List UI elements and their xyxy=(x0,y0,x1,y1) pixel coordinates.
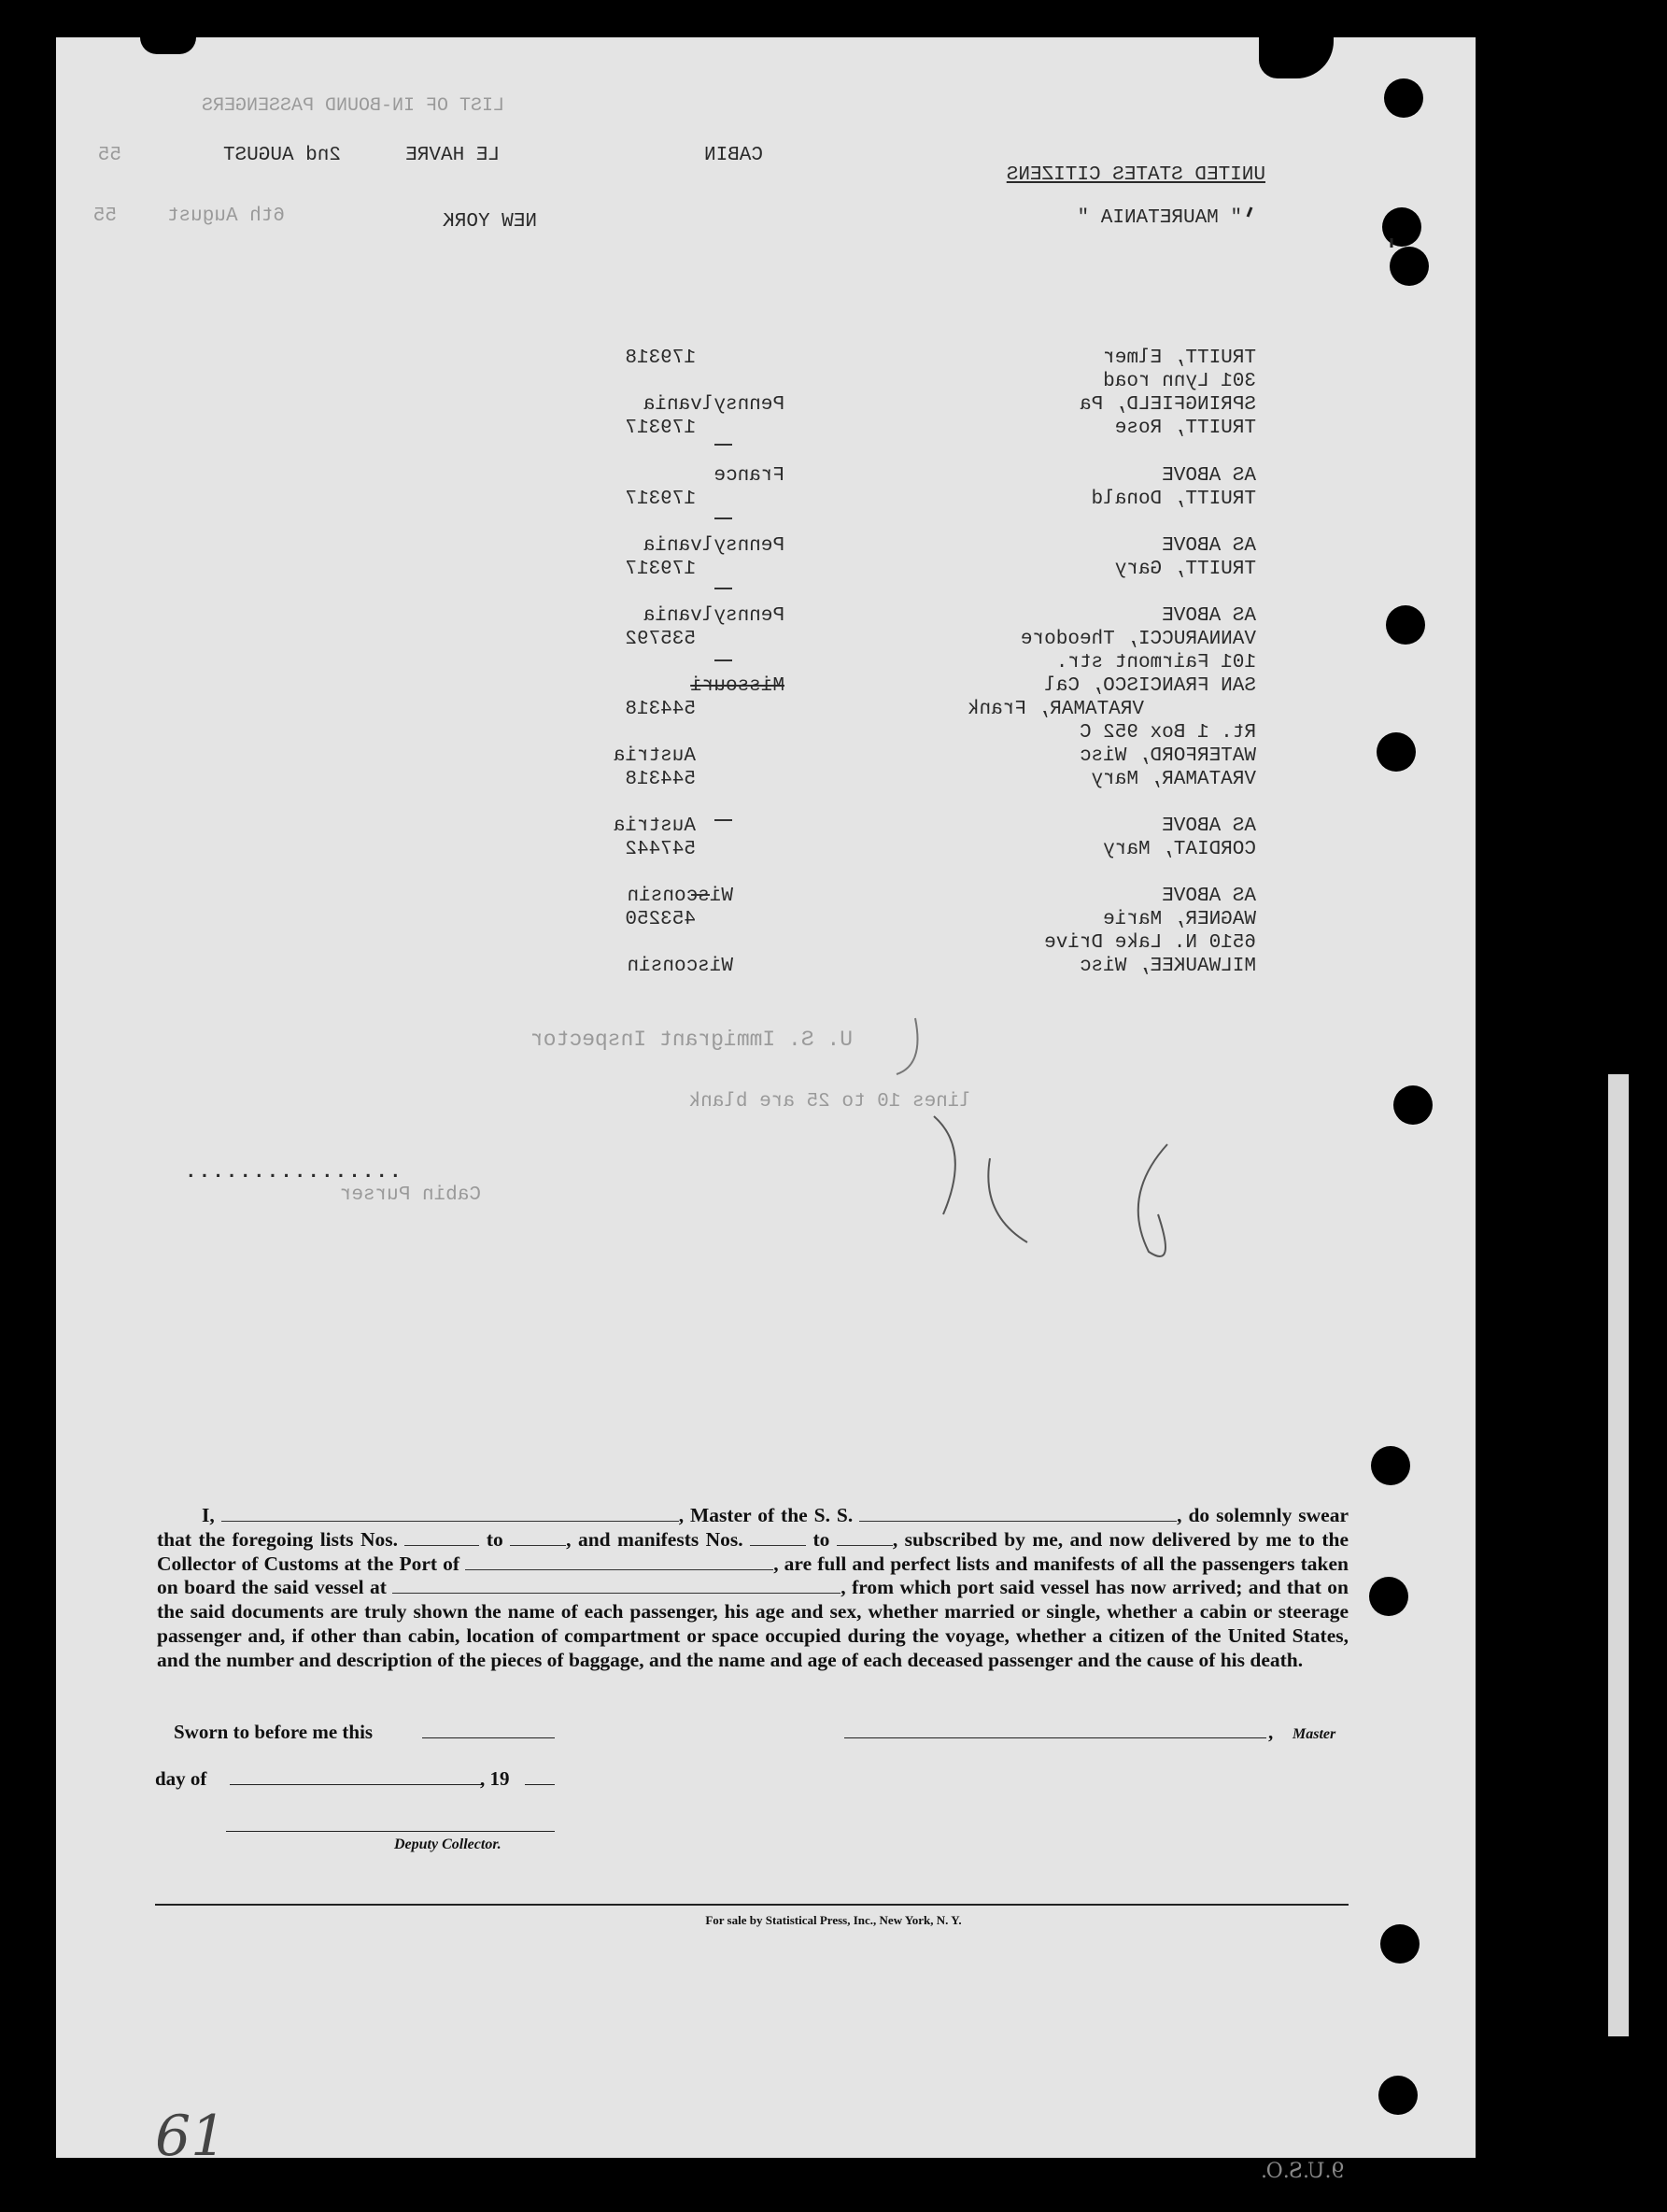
master-name-blank xyxy=(221,1508,679,1522)
vessel-port-blank xyxy=(392,1580,841,1594)
purser-note: Cabin Purser xyxy=(339,1184,481,1206)
port-blank xyxy=(465,1556,773,1570)
passenger-address: WATERFORD, Wisc xyxy=(1079,745,1256,767)
passenger-state: Pennsylvania xyxy=(643,605,784,627)
passenger-name: VANNARUCCI, Theodore xyxy=(1020,629,1256,650)
oath-text: , from which port said vessel has now arrived; and that on the said documents are truly shown the name of each passenger, his age and sex, whether married or single, whether a cabin or steerage passenger and, if other than cabin, location of compartment or space occupied during the voyage, whether a citizen of the United States, and the number and description of the pieces of baggage, and the name and age of each deceased passenger and the cause of his death. xyxy=(157,1576,1349,1671)
ship-name-blank xyxy=(859,1508,1177,1522)
passenger-address: 6510 N. Lake Drive xyxy=(1044,932,1256,954)
sworn-date-line xyxy=(422,1737,555,1738)
year-departed: 55 xyxy=(97,145,121,166)
list-from-blank xyxy=(404,1532,479,1546)
passenger-name: TRUITT, Rose xyxy=(1114,418,1256,439)
sworn-label: Sworn to before me this xyxy=(174,1721,374,1743)
passenger-address: AS ABOVE xyxy=(1162,535,1256,557)
passenger-passport: 547442 xyxy=(625,839,696,860)
list-title: LIST OF IN-BOUND PASSENGERS xyxy=(201,95,504,117)
passenger-name: VRATAMAR, Mary xyxy=(1091,769,1256,790)
deputy-collector-label: Deputy Collector. xyxy=(394,1836,502,1852)
passenger-name: WAGNER, Marie xyxy=(1103,909,1256,930)
passenger-passport: 535792 xyxy=(625,629,696,650)
master-label-comma: , xyxy=(1268,1721,1274,1743)
manifest-from-blank xyxy=(750,1532,806,1546)
passenger-state: Austria xyxy=(613,815,696,837)
oath-text: to xyxy=(486,1527,503,1551)
date-departed: 2nd AUGUST xyxy=(222,145,341,166)
passenger-state: Wisconsin xyxy=(627,886,733,907)
manifest-to-blank xyxy=(837,1532,893,1546)
master-signature-line xyxy=(844,1737,1266,1738)
arrival-date: 6th August xyxy=(166,206,285,227)
passenger-address: AS ABOVE xyxy=(1162,605,1256,627)
master-label: Master xyxy=(1293,1726,1336,1742)
passenger-address: AS ABOVE xyxy=(1162,886,1256,907)
passenger-state: Pennsylvania xyxy=(643,394,784,416)
inspector-note: U. S. Immigrant Inspector xyxy=(530,1028,853,1052)
ship-name: " MAURETANIA " xyxy=(1077,207,1242,229)
passenger-state: Pennsylvania xyxy=(643,535,784,557)
passenger-address: MILWAUKEE, Wisc xyxy=(1079,956,1256,977)
passenger-passport: 179317 xyxy=(625,559,696,580)
passenger-state: Austria xyxy=(613,745,696,767)
arrival-year: 55 xyxy=(92,206,117,227)
passenger-name: VRATAMAR, Frank xyxy=(967,699,1144,720)
port-arrival: NEW YORK xyxy=(443,211,537,233)
passenger-state: France xyxy=(713,465,784,487)
printer-footer: For sale by Statistical Press, Inc., New York, N. Y. xyxy=(705,1913,962,1927)
passenger-address: AS ABOVE xyxy=(1162,815,1256,837)
passenger-passport: 179317 xyxy=(625,418,696,439)
year-label: , 19 xyxy=(480,1767,510,1790)
passenger-address: Rt. 1 Box 952 C xyxy=(1079,722,1256,744)
passenger-address: 301 Lynn road xyxy=(1103,371,1256,392)
passenger-name: TRUITT, Donald xyxy=(1091,489,1256,510)
handwritten-page-number: 61 xyxy=(155,2104,227,2169)
port-from: LE HAVRE xyxy=(405,145,500,166)
corner-code: 9.U.S.O. xyxy=(1261,2160,1345,2183)
passenger-passport: 544318 xyxy=(625,699,696,720)
list-to-blank xyxy=(510,1532,566,1546)
passenger-address: 101 Fairmont str. xyxy=(1055,652,1256,674)
oath-paragraph xyxy=(157,1504,1349,1673)
blank-lines-note: lines 10 to 25 are blank xyxy=(688,1091,971,1113)
passenger-state: Wisconsin xyxy=(627,956,733,977)
passenger-passport: 544318 xyxy=(625,769,696,790)
footer-rule xyxy=(155,1904,1349,1906)
passenger-address: SPRINGFIELD, Pa xyxy=(1079,394,1256,416)
passenger-address: AS ABOVE xyxy=(1162,465,1256,487)
oath-text: , are full and perfect lists and manifests of all the passengers taken on board the said vessel at xyxy=(157,1552,1349,1599)
passenger-state: Missouri xyxy=(690,675,784,697)
passenger-passport: 453250 xyxy=(625,909,696,930)
passenger-address: SAN FRANCISCO, Cal xyxy=(1044,675,1256,697)
day-of-line xyxy=(230,1784,482,1785)
day-of-label: day of xyxy=(155,1767,207,1790)
category-heading: UNITED STATES CITIZENS xyxy=(1006,164,1265,186)
oath-text: to xyxy=(812,1527,830,1551)
oath-text: , and manifests Nos. xyxy=(566,1527,743,1551)
deputy-line xyxy=(226,1831,555,1832)
passenger-passport: 179317 xyxy=(625,489,696,510)
oath-text: , subscribed by me, and now delivered by me to the Collector of Customs at the Port of xyxy=(157,1527,1349,1575)
oath-text: , do solemnly swear that the foregoing lists Nos. xyxy=(157,1504,1349,1551)
oath-text: I, xyxy=(202,1504,215,1526)
passenger-passport: 179318 xyxy=(625,347,696,369)
dotted-leader: ................ xyxy=(185,1162,403,1184)
passenger-name: TRUITT, Elmer xyxy=(1103,347,1256,369)
cabin-class: CABIN xyxy=(703,145,763,166)
year-line xyxy=(525,1784,555,1785)
passenger-name: TRUITT, Gary xyxy=(1114,559,1256,580)
passenger-name: CORDIAT, Mary xyxy=(1103,839,1256,860)
oath-text: , Master of the S. S. xyxy=(678,1504,854,1526)
